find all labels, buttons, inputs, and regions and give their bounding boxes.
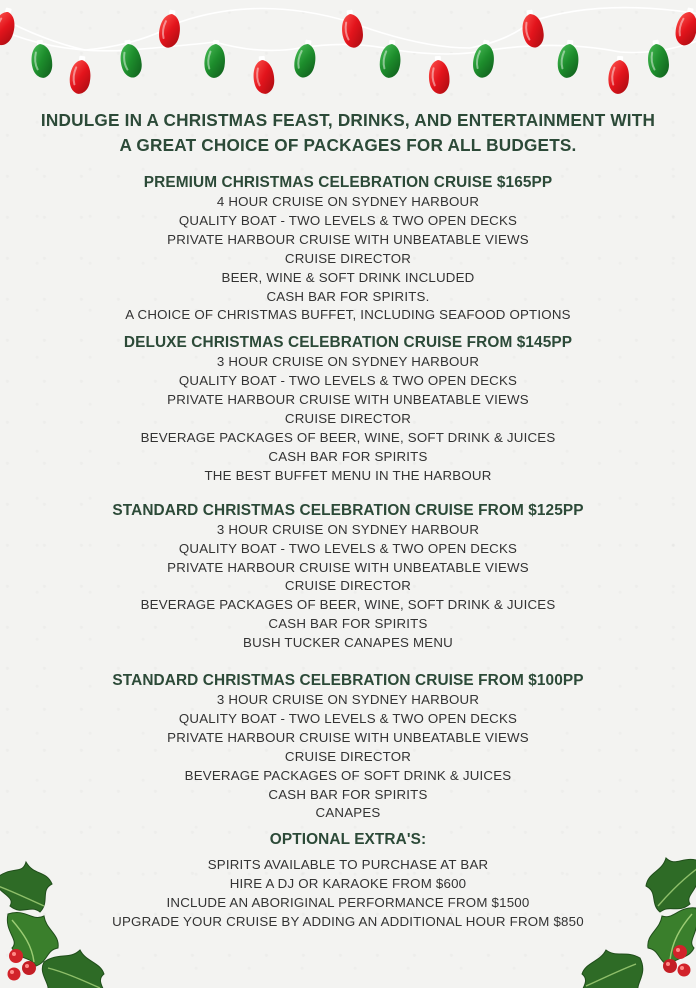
package-standard-125: [0, 501, 696, 653]
list-item: CRUISE DIRECTOR: [284, 411, 412, 427]
package-title: PREMIUM CHRISTMAS CELEBRATION CRUISE $165PP: [143, 174, 553, 191]
list-item: PRIVATE HARBOUR CRUISE WITH UNBEATABLE VIEWS: [167, 231, 529, 247]
list-item: SPIRITS AVAILABLE TO PURCHASE AT BAR: [207, 857, 489, 873]
list-item: BEVERAGE PACKAGES OF SOFT DRINK & JUICES: [184, 767, 512, 783]
red-light-bulb: [607, 55, 630, 94]
list-item: 3 HOUR CRUISE ON SYDNEY HARBOUR: [216, 354, 480, 370]
list-item: THE BEST BUFFET MENU IN THE HARBOUR: [204, 467, 492, 483]
list-item: CASH BAR FOR SPIRITS.: [266, 288, 430, 304]
green-light-bulb: [645, 39, 671, 79]
list-item: HIRE A DJ OR KARAOKE FROM $600: [229, 876, 467, 892]
optional-extras-title: OPTIONAL EXTRA'S:: [269, 831, 427, 849]
list-item: CASH BAR FOR SPIRITS: [268, 786, 428, 802]
list-item: PRIVATE HARBOUR CRUISE WITH UNBEATABLE VIEWS: [167, 729, 529, 745]
red-light-bulb: [68, 55, 92, 95]
list-item: 3 HOUR CRUISE ON SYDNEY HARBOUR: [216, 521, 480, 537]
list-item: UPGRADE YOUR CRUISE BY ADDING AN ADDITIONAL HOUR FROM $850: [112, 914, 584, 930]
green-light-bulb: [203, 39, 226, 78]
green-light-bulb: [292, 38, 319, 79]
holly-icon: [0, 850, 130, 988]
list-item: CRUISE DIRECTOR: [284, 578, 412, 594]
list-item: BEER, WINE & SOFT DRINK INCLUDED: [221, 269, 475, 285]
green-light-bulb: [378, 39, 402, 79]
package-premium: [0, 173, 696, 325]
package-deluxe: [0, 333, 696, 485]
list-item: 4 HOUR CRUISE ON SYDNEY HARBOUR: [216, 194, 480, 209]
list-item: CANAPES: [315, 805, 381, 821]
list-item: CRUISE DIRECTOR: [284, 748, 412, 764]
list-item: CASH BAR FOR SPIRITS: [268, 616, 428, 632]
intro-line-2: A GREAT CHOICE OF PACKAGES FOR ALL BUDGETS.: [119, 135, 577, 155]
list-item: A CHOICE OF CHRISTMAS BUFFET, INCLUDING SEAFOOD OPTIONS: [125, 307, 571, 323]
package-title: STANDARD CHRISTMAS CELEBRATION CRUISE FROM $125PP: [112, 501, 584, 519]
list-item: BUSH TUCKER CANAPES MENU: [243, 635, 453, 651]
list-item: CRUISE DIRECTOR: [284, 250, 412, 266]
red-light-bulb: [428, 55, 451, 94]
red-light-bulb: [519, 8, 546, 49]
list-item: QUALITY BOAT - TWO LEVELS & TWO OPEN DECKS: [178, 212, 518, 228]
package-title: DELUXE CHRISTMAS CELEBRATION CRUISE FROM $145PP: [123, 334, 573, 352]
package-features: [0, 691, 696, 823]
list-item: CASH BAR FOR SPIRITS: [268, 448, 428, 464]
package-features: [0, 521, 696, 653]
list-item: QUALITY BOAT - TWO LEVELS & TWO OPEN DECKS: [178, 540, 518, 556]
red-light-bulb: [251, 55, 275, 95]
christmas-lights-icon: [0, 0, 696, 100]
package-standard-100: [0, 671, 696, 823]
list-item: 3 HOUR CRUISE ON SYDNEY HARBOUR: [216, 692, 480, 708]
package-features: [0, 193, 696, 325]
content: [0, 108, 696, 932]
list-item: PRIVATE HARBOUR CRUISE WITH UNBEATABLE VIEWS: [167, 392, 529, 408]
holly-icon: [566, 848, 696, 988]
red-light-bulb: [0, 6, 19, 48]
intro-line-1: INDULGE IN A CHRISTMAS FEAST, DRINKS, AND ENTERTAINMENT WITH: [40, 110, 656, 130]
intro-heading: [8, 108, 688, 158]
red-light-bulb: [339, 9, 365, 49]
red-light-bulb: [157, 9, 183, 49]
list-item: BEVERAGE PACKAGES OF BEER, WINE, SOFT DRINK & JUICES: [140, 429, 556, 445]
green-light-bulb: [471, 39, 497, 79]
package-title: STANDARD CHRISTMAS CELEBRATION CRUISE FROM $100PP: [112, 672, 584, 690]
list-item: BEVERAGE PACKAGES OF BEER, WINE, SOFT DRINK & JUICES: [140, 597, 556, 613]
list-item: PRIVATE HARBOUR CRUISE WITH UNBEATABLE VIEWS: [167, 559, 529, 575]
list-item: QUALITY BOAT - TWO LEVELS & TWO OPEN DECKS: [178, 710, 518, 726]
list-item: QUALITY BOAT - TWO LEVELS & TWO OPEN DECKS: [178, 373, 518, 389]
list-item: INCLUDE AN ABORIGINAL PERFORMANCE FROM $1500: [166, 895, 530, 911]
package-features: [0, 353, 696, 485]
